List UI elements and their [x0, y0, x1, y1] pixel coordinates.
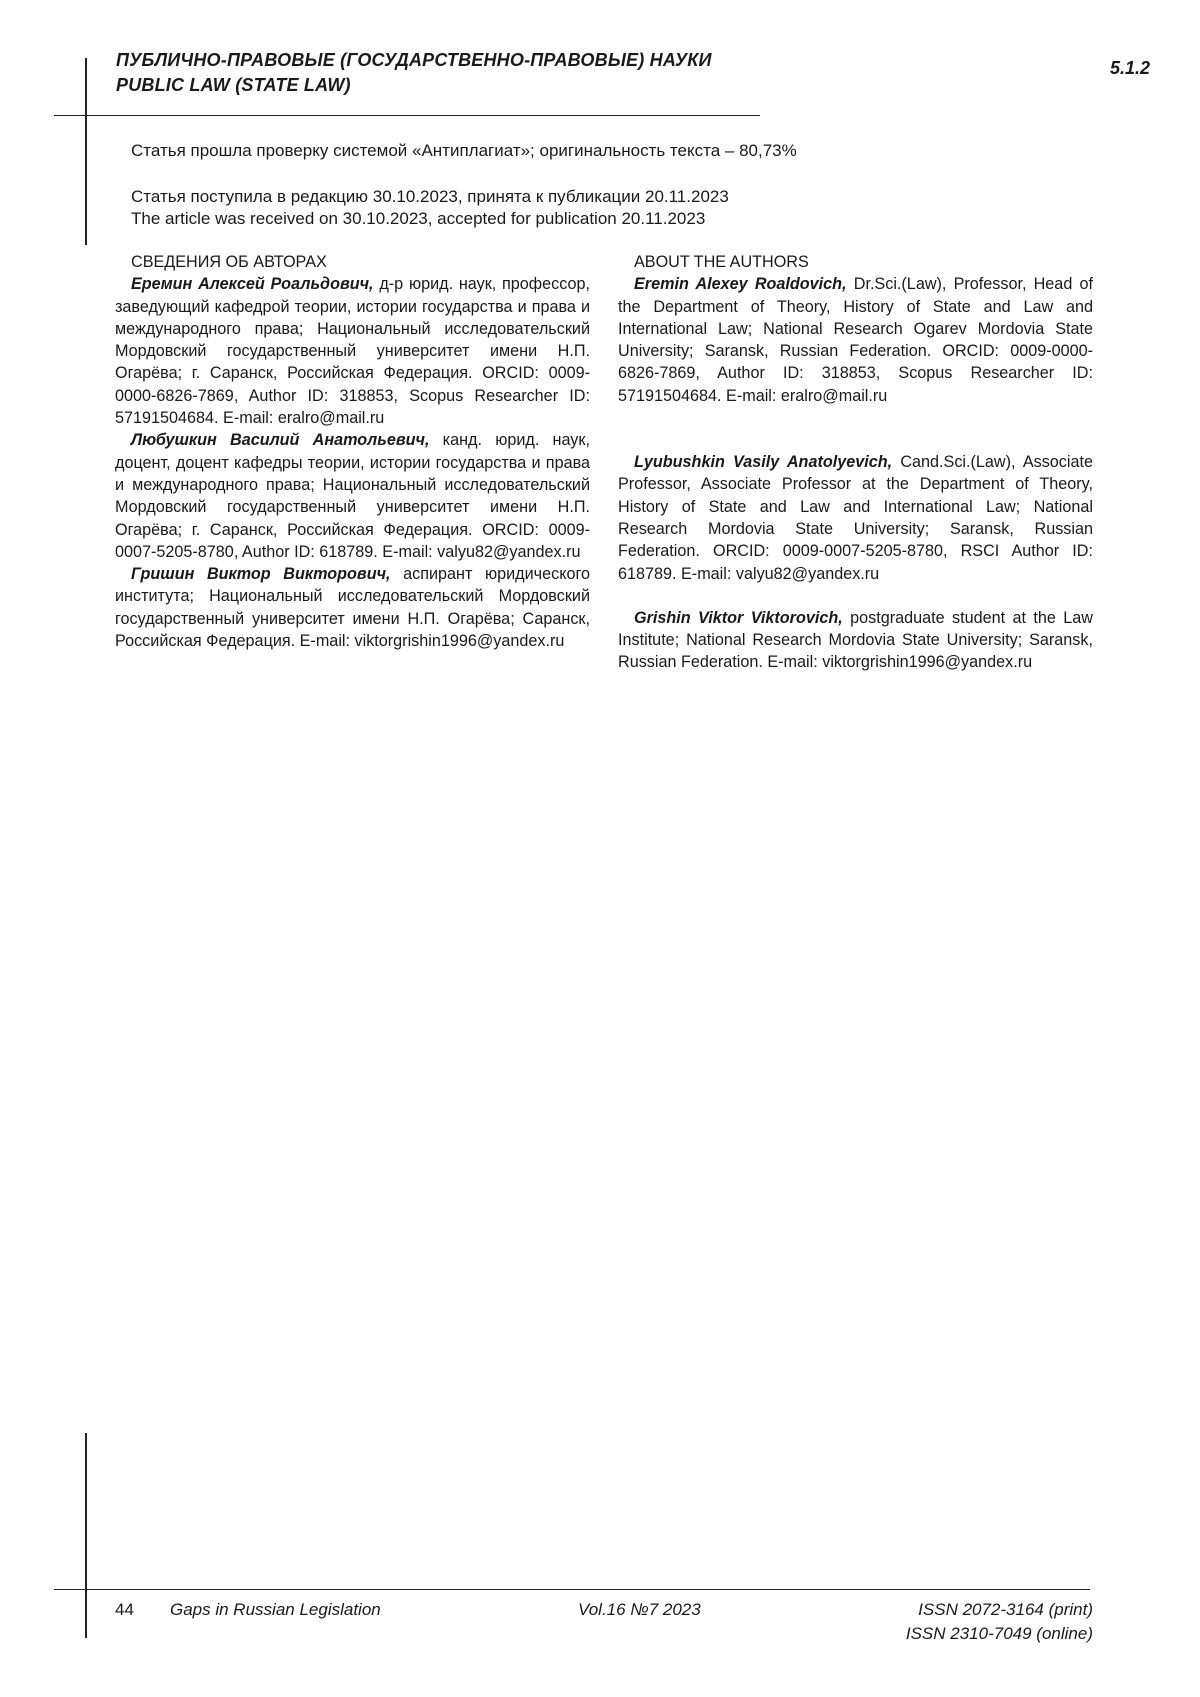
author-details: Dr.Sci.(Law), Professor, Head of the Department of Theory, History of State and Law and International Law; National Research Ogarev Mordovia State University; Saransk, Russian Federation. ORCID: 0009-0000-6826-7869, Author ID: 318853, Scopus Researcher ID: 57191504684. E-mail: eralro@mail.ru: [618, 275, 1093, 405]
footer-vertical-rule: [85, 1433, 87, 1638]
author-en-lyubushkin: [618, 451, 1093, 585]
running-header: [116, 48, 756, 98]
issn-online: ISSN 2310-7049 (online): [905, 1624, 1093, 1643]
author-name: Eremin Alexey Roaldovich,: [634, 275, 847, 294]
issn-block: [880, 1598, 1093, 1646]
header-vertical-rule: [85, 58, 87, 245]
authors-ru-column: [115, 251, 590, 652]
journal-title: Gaps in Russian Legislation: [170, 1600, 381, 1619]
section-code: 5.1.2: [1109, 58, 1150, 78]
antiplagiat-notice: Статья прошла проверку системой «Антиплагиат»; оригинальность текста – 80,73%: [131, 141, 797, 160]
authors-ru-heading: СВЕДЕНИЯ ОБ АВТОРАХ: [131, 253, 327, 271]
author-details: postgraduate student at the Law Institute; National Research Mordovia State University; Saransk, Russian Federation. E-mail: viktorgrishin1996@yandex.ru: [618, 608, 1093, 672]
author-en-eremin: [618, 273, 1093, 407]
author-ru-lyubushkin: [115, 429, 590, 563]
author-name: Гришин Виктор Викторович,: [131, 565, 391, 584]
author-name: Lyubushkin Vasily Anatolyevich,: [634, 453, 893, 472]
header-title-en: PUBLIC LAW (STATE LAW): [116, 75, 351, 95]
author-details: Cand.Sci.(Law), Associate Professor, Associate Professor at the Department of Theory, History of State and Law and International Law; National Research Mordovia State University; Saransk, Russian Federation. ORCID: 0009-0007-5205-8780, RSCI Author ID: 618789. E-mail: valyu82@yandex.ru: [618, 453, 1093, 583]
issn-print: ISSN 2072-3164 (print): [918, 1600, 1093, 1619]
author-name: Любушкин Василий Анатольевич,: [131, 431, 430, 450]
authors-en-heading: ABOUT THE AUTHORS: [634, 253, 809, 271]
header-horizontal-rule: [54, 115, 760, 116]
volume-issue: Vol.16 №7 2023: [578, 1600, 701, 1619]
author-details: д-р юрид. наук, профессор, заведующий кафедрой теории, истории государства и права и международного права; Национальный исследовательский Мордовский государственный университет имени Н.П. Огарёва; г. Саранск, Российская Федерация. ORCID: 0009-0000-6826-7869, Author ID: 318853, Scopus Researcher ID: 57191504684. E-mail: eralro@mail.ru: [115, 275, 591, 428]
author-ru-grishin: [115, 563, 590, 652]
author-details: аспирант юридического института; Национальный исследовательский Мордовский государственный университет имени Н.П. Огарёва; Саранск, Российская Федерация. E-mail: viktorgrishin1996@yandex.ru: [115, 565, 591, 651]
received-notice-ru: Статья поступила в редакцию 30.10.2023, принята к публикации 20.11.2023: [131, 187, 729, 206]
author-name: Grishin Viktor Viktorovich,: [634, 608, 843, 627]
received-notice-en: The article was received on 30.10.2023, accepted for publication 20.11.2023: [131, 209, 706, 228]
author-en-grishin: [618, 607, 1093, 674]
author-ru-eremin: [115, 273, 590, 429]
authors-en-column: [618, 251, 1093, 674]
footer-horizontal-rule: [54, 1589, 1090, 1590]
page-number: 44: [115, 1600, 134, 1619]
header-title-ru: ПУБЛИЧНО-ПРАВОВЫЕ (ГОСУДАРСТВЕННО-ПРАВОВЫЕ) НАУКИ: [116, 50, 712, 70]
author-details: канд. юрид. наук, доцент, доцент кафедры теории, истории государства и права и международного права; Национальный исследовательский Мордовский государственный университет имени Н.П. Огарёва; г. Саранск, Российская Федерация. ORCID: 0009-0007-5205-8780, Author ID: 618789. E-mail: valyu82@yandex.ru: [115, 431, 590, 561]
author-name: Еремин Алексей Роальдович,: [131, 275, 374, 294]
